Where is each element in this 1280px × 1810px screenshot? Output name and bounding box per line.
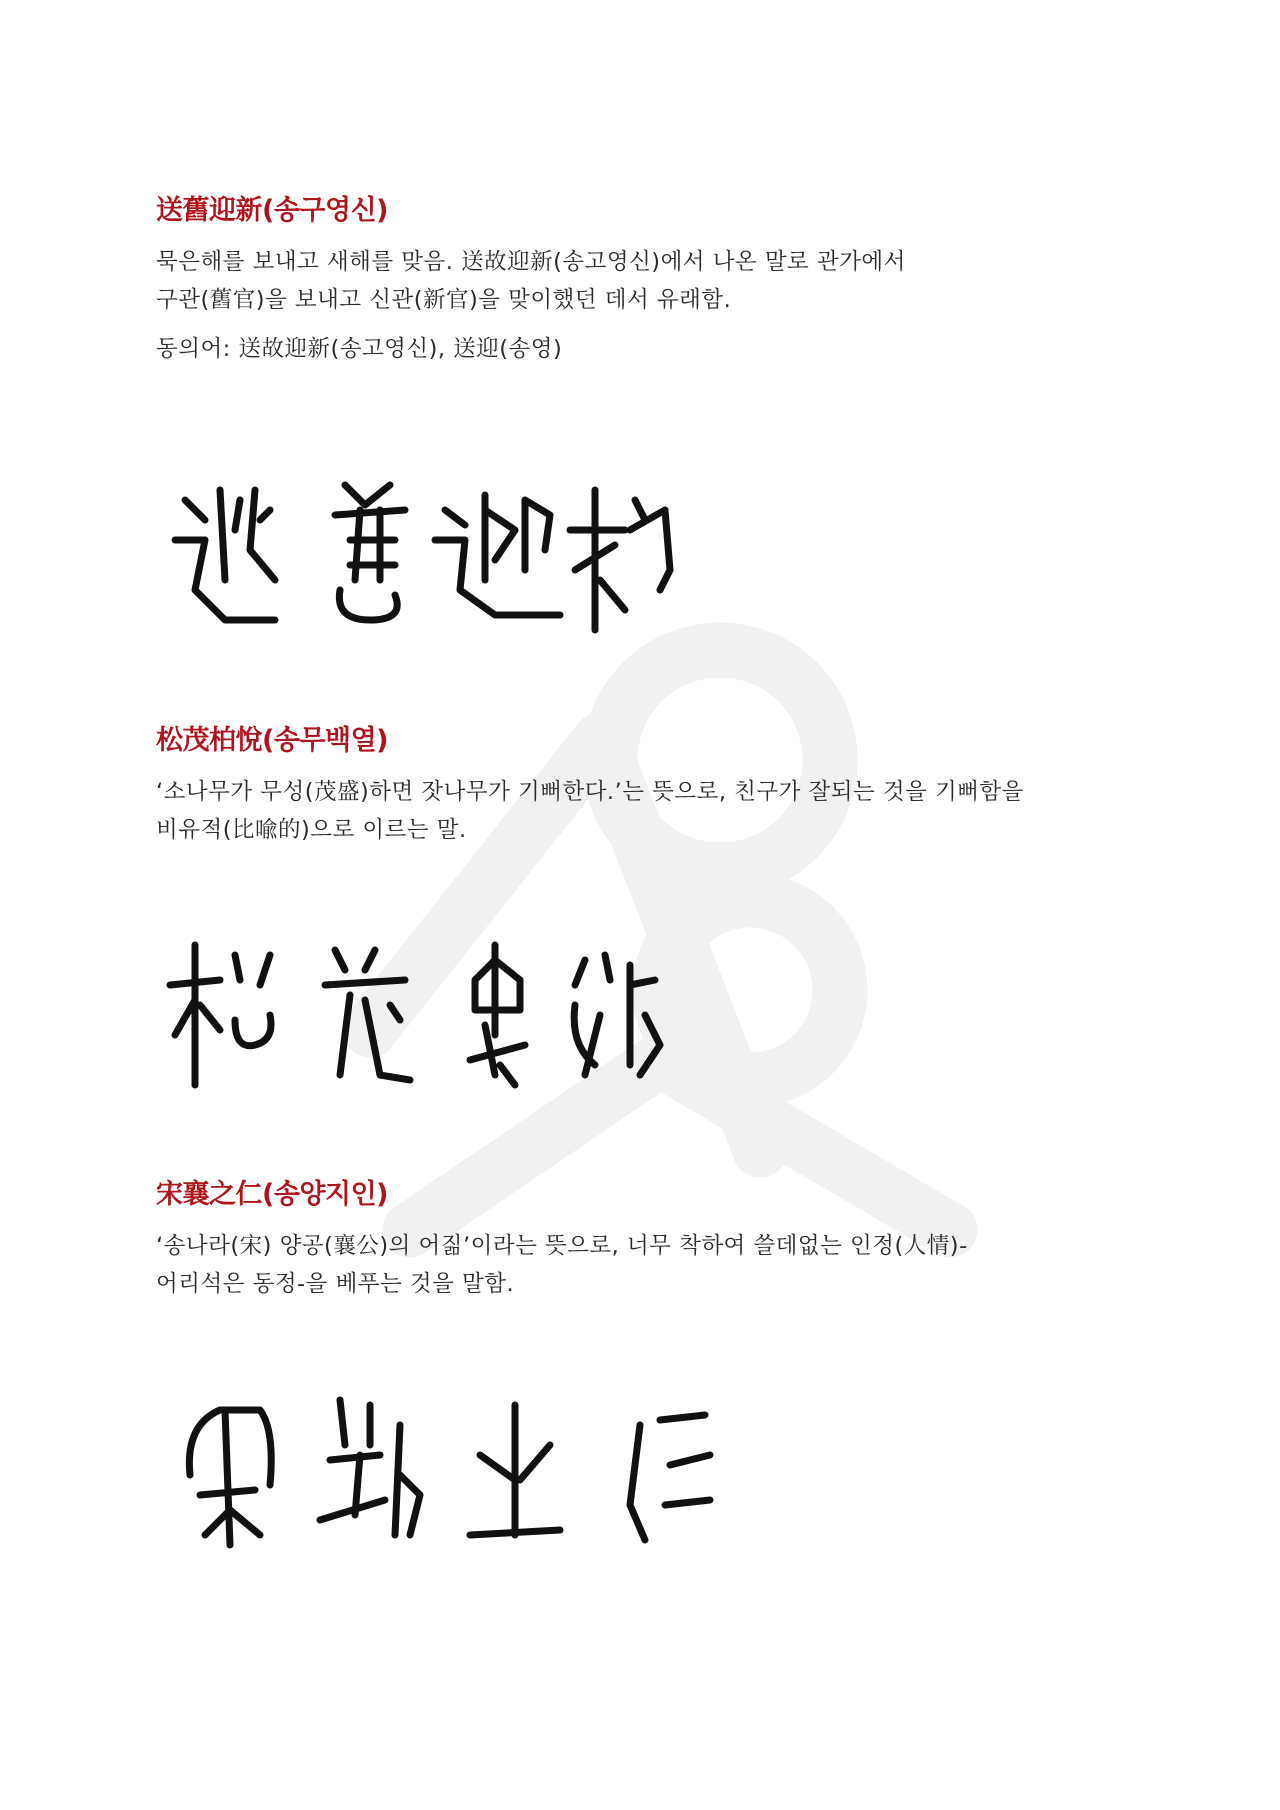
entry-definition-line: 어리석은 동정-을 베푸는 것을 말함.: [156, 1271, 515, 1297]
entry-definition-line: 묵은해를 보내고 새해를 맞음. 送故迎新(송고영신)에서 나온 말로 관가에서: [156, 249, 906, 275]
entry-definition-line: 구관(舊官)을 보내고 신관(新官)을 맞이했던 데서 유래함.: [156, 287, 732, 313]
entry-title: 松茂柏悅(송무백열): [156, 725, 389, 756]
entry-definition-line: 비유적(比喩的)으로 이르는 말.: [156, 817, 467, 843]
calligraphy-image-3: [170, 1385, 730, 1555]
calligraphy-image-2: [165, 925, 745, 1095]
entry-synonym-note: 동의어: 送故迎新(송고영신), 送迎(송영): [156, 336, 563, 362]
entry-2: [156, 718, 1156, 849]
entry-definition-line: ‘송나라(宋) 양공(襄公)의 어짊’이라는 뜻으로, 너무 착하여 쓸데없는 인정(人情)-: [156, 1233, 968, 1259]
entry-1: [156, 188, 1156, 368]
calligraphy-image-1: [165, 470, 785, 640]
entry-title: 送舊迎新(송구영신): [156, 195, 389, 226]
entry-title: 宋襄之仁(송양지인): [156, 1179, 389, 1210]
entry-definition-line: ‘소나무가 무성(茂盛)하면 잣나무가 기뻐한다.’는 뜻으로, 친구가 잘되는 것을 기뻐함을: [156, 779, 1024, 805]
entry-3: [156, 1172, 1156, 1303]
